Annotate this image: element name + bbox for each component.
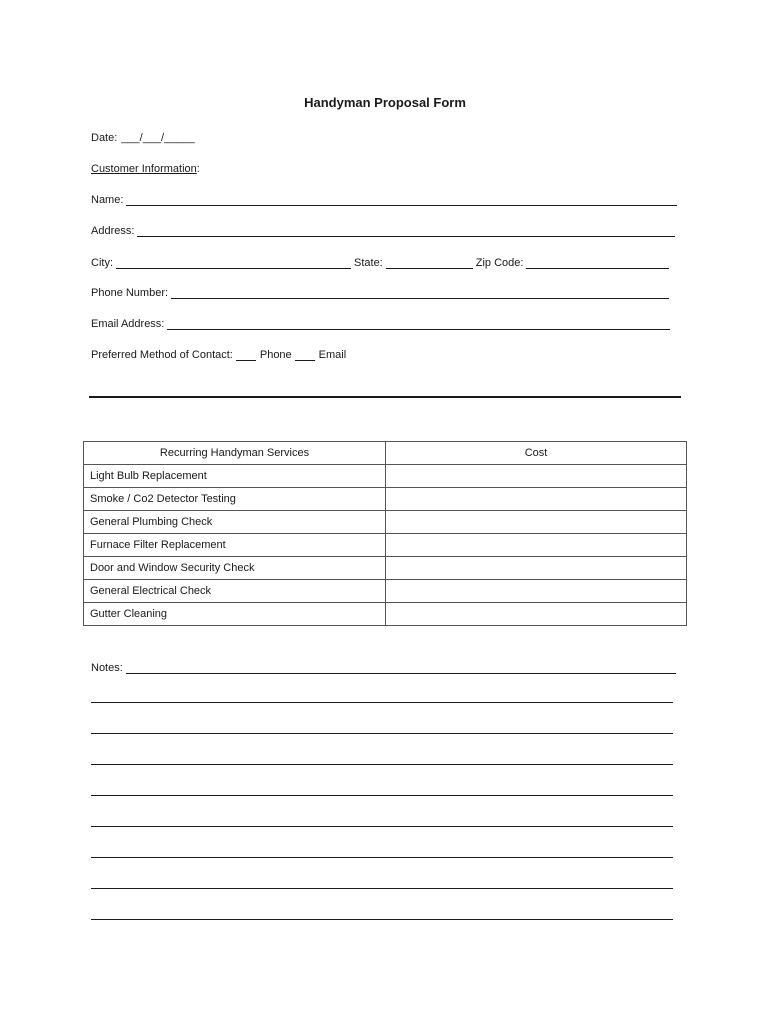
date-label: Date: <box>91 132 118 144</box>
email-label: Email Address: <box>91 318 165 330</box>
notes-row <box>91 658 676 674</box>
service-name: Gutter Cleaning <box>84 603 386 626</box>
zip-field[interactable] <box>526 258 669 269</box>
notes-label: Notes: <box>91 662 123 674</box>
service-name: Furnace Filter Replacement <box>84 534 386 557</box>
name-row <box>91 190 677 206</box>
table-row <box>84 557 687 580</box>
table-row <box>84 488 687 511</box>
address-label: Address: <box>91 225 135 237</box>
cost-cell[interactable] <box>386 488 687 511</box>
cost-cell[interactable] <box>386 580 687 603</box>
notes-line[interactable] <box>91 857 673 858</box>
state-label: State: <box>354 257 383 269</box>
cost-column-header: Cost <box>386 442 687 465</box>
form-title: Handyman Proposal Form <box>304 95 466 110</box>
phone-field[interactable] <box>171 288 669 299</box>
service-name: Light Bulb Replacement <box>84 465 386 488</box>
city-state-zip-row <box>91 253 669 269</box>
cost-cell[interactable] <box>386 557 687 580</box>
notes-line[interactable] <box>91 888 673 889</box>
name-label: Name: <box>91 194 124 206</box>
cost-cell[interactable] <box>386 534 687 557</box>
phone-label: Phone Number: <box>91 287 169 299</box>
email-row <box>91 314 670 330</box>
city-label: City: <box>91 257 113 269</box>
services-column-header: Recurring Handyman Services <box>84 442 386 465</box>
table-row <box>84 511 687 534</box>
contact-email-label: Email <box>318 349 347 361</box>
cost-cell[interactable] <box>386 465 687 488</box>
contact-email-checkbox[interactable] <box>295 350 315 361</box>
notes-line[interactable] <box>91 919 673 920</box>
date-row <box>91 128 195 144</box>
notes-line[interactable] <box>91 702 673 703</box>
cost-cell[interactable] <box>386 511 687 534</box>
city-field[interactable] <box>116 258 351 269</box>
address-row <box>91 221 675 237</box>
date-field[interactable]: ___/___/_____ <box>121 132 195 144</box>
name-field[interactable] <box>126 195 677 206</box>
table-row <box>84 534 687 557</box>
phone-row <box>91 283 669 299</box>
services-table <box>83 441 687 626</box>
contact-method-row <box>91 345 346 361</box>
table-row <box>84 580 687 603</box>
service-name: General Electrical Check <box>84 580 386 603</box>
notes-field[interactable] <box>126 663 676 674</box>
table-row <box>84 465 687 488</box>
service-name: Smoke / Co2 Detector Testing <box>84 488 386 511</box>
email-field[interactable] <box>167 319 670 330</box>
notes-line[interactable] <box>91 826 673 827</box>
contact-phone-label: Phone <box>259 349 292 361</box>
customer-info-heading-row <box>91 159 200 175</box>
customer-info-heading: Customer Information <box>91 163 197 175</box>
state-field[interactable] <box>386 258 473 269</box>
section-divider <box>89 396 681 398</box>
table-header-row <box>84 442 687 465</box>
table-row <box>84 603 687 626</box>
notes-line[interactable] <box>91 795 673 796</box>
cost-cell[interactable] <box>386 603 687 626</box>
service-name: Door and Window Security Check <box>84 557 386 580</box>
notes-line[interactable] <box>91 764 673 765</box>
service-name: General Plumbing Check <box>84 511 386 534</box>
address-field[interactable] <box>137 226 675 237</box>
zip-label: Zip Code: <box>475 257 524 269</box>
customer-info-colon: : <box>196 163 200 175</box>
contact-method-label: Preferred Method of Contact: <box>91 349 233 361</box>
notes-line[interactable] <box>91 733 673 734</box>
contact-phone-checkbox[interactable] <box>236 350 256 361</box>
